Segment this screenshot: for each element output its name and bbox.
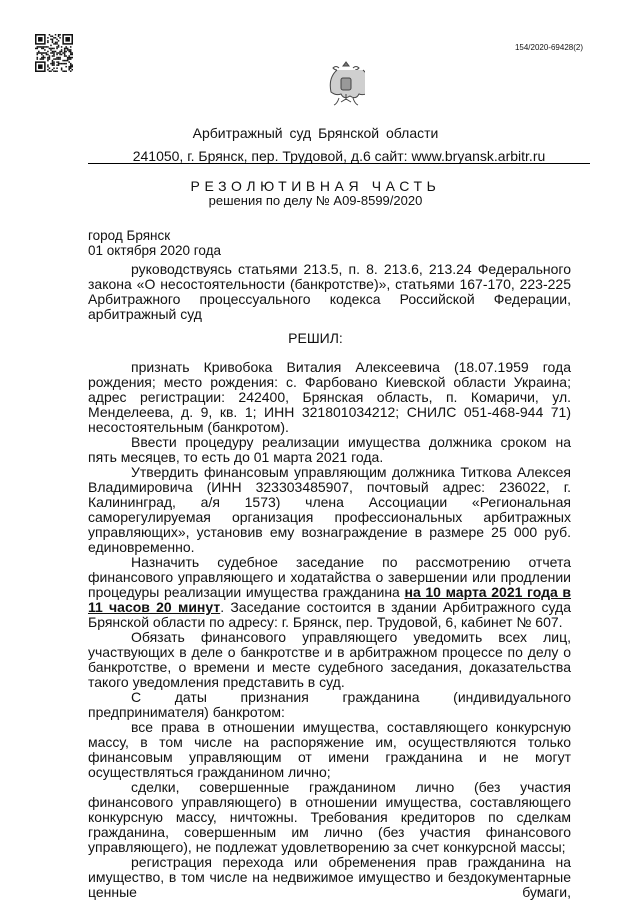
- paragraph: все права в отношении имущества, составляющего конкурсную массу, в том числе на распоряжение им, осуществляются только финансовым управляющим от имени гражданина и не могут осуществляться гражданином лично;: [88, 719, 571, 780]
- intro-paragraph: [88, 262, 571, 322]
- decision-body: [88, 360, 571, 900]
- date: 01 октября 2020 года: [88, 242, 221, 258]
- document-title: РЕЗОЛЮТИВНАЯ ЧАСТЬ: [190, 178, 441, 194]
- paragraph: Обязать финансового управляющего уведомить всех лиц, участвующих в деле о банкротстве и в арбитражном процессе по делу о банкротстве, о времени и месте судебного заседания, доказательства такого уведомления представить в суд.: [88, 629, 571, 690]
- court-name: Арбитражный суд Брянской области: [192, 125, 439, 141]
- paragraph: регистрация перехода или обременения прав гражданина на имущество, в том числе на недвижимое имущество и бездокументарные ценные бумаги,: [88, 854, 571, 900]
- hearing-location: . Заседание состоится в здании Арбитражного суда Брянской области по адресу: г. Брянск, пер. Трудовой, 6, кабинет № 607.: [88, 599, 571, 630]
- paragraph: Ввести процедуру реализации имущества должника сроком на пять месяцев, то есть до 01 марта 2021 года.: [88, 434, 571, 465]
- paragraph: признать Кривобока Виталия Алексеевича (18.07.1959 года рождения; место рождения: с. Фарбовано Киевской области Украина; адрес регистрации: 242400, Брянская область, п. Комаричи, ул. Менделеева, д. 9, кв. 1; ИНН 321801034212; СНИЛС 051-468-944 71) несостоятельным (банкротом).: [88, 359, 571, 435]
- hearing-datetime: на 10 марта 2021 года в 11 часов 20 минут: [88, 584, 572, 615]
- paragraph: Утвердить финансовым управляющим должника Титкова Алексея Владимировича (ИНН 323303485907, почтовый адрес: 236022, г. Калининград, а/я 1573) члена Ассоциации «Региональная саморегулируемая организация профессиональных арбитражных управляющих», установив ему вознаграждение в размере 25 000 руб. единовременно.: [88, 464, 571, 555]
- court-address: 241050, г. Брянск, пер. Трудовой, д.6 сайт: www.bryansk.arbitr.ru: [132, 148, 546, 164]
- intro-text: руководствуясь статьями 213.5, п. 8. 213.6, 213.24 Федерального закона «О несостоятельности (банкротстве)», статьями 167-170, 223-225 Арбитражного процессуального кодекса Российской Федерации, арбитражный суд: [88, 261, 571, 322]
- paragraph: С даты признания гражданина (индивидуального предпринимателя) банкротом:: [88, 689, 571, 720]
- hearing-paragraph: [88, 555, 571, 630]
- city: город Брянск: [88, 228, 171, 243]
- header-divider: [88, 163, 590, 164]
- coat-of-arms-emblem: [327, 58, 365, 110]
- place-date: [88, 229, 221, 258]
- case-subtitle: решения по делу № А09-8599/2020: [208, 193, 423, 208]
- hearing-text: Назначить судебное заседание по рассмотрению отчета финансового управляющего и ходатайства о завершении или продлении процедуры реализации имущества гражданина: [88, 554, 571, 600]
- paragraph: сделки, совершенные гражданином лично (без участия финансового управляющего) в отношении имущества, составляющего конкурсную массу, ничтожны. Требования кредиторов по сделкам гражданина, совершенным им лично (без участия финансового управляющего), не подлежат удовлетворению за счет конкурсной массы;: [88, 779, 571, 855]
- qr-code: [35, 33, 73, 73]
- document-number: 154/2020-69428(2): [514, 43, 583, 52]
- resolved-heading: РЕШИЛ:: [288, 330, 343, 346]
